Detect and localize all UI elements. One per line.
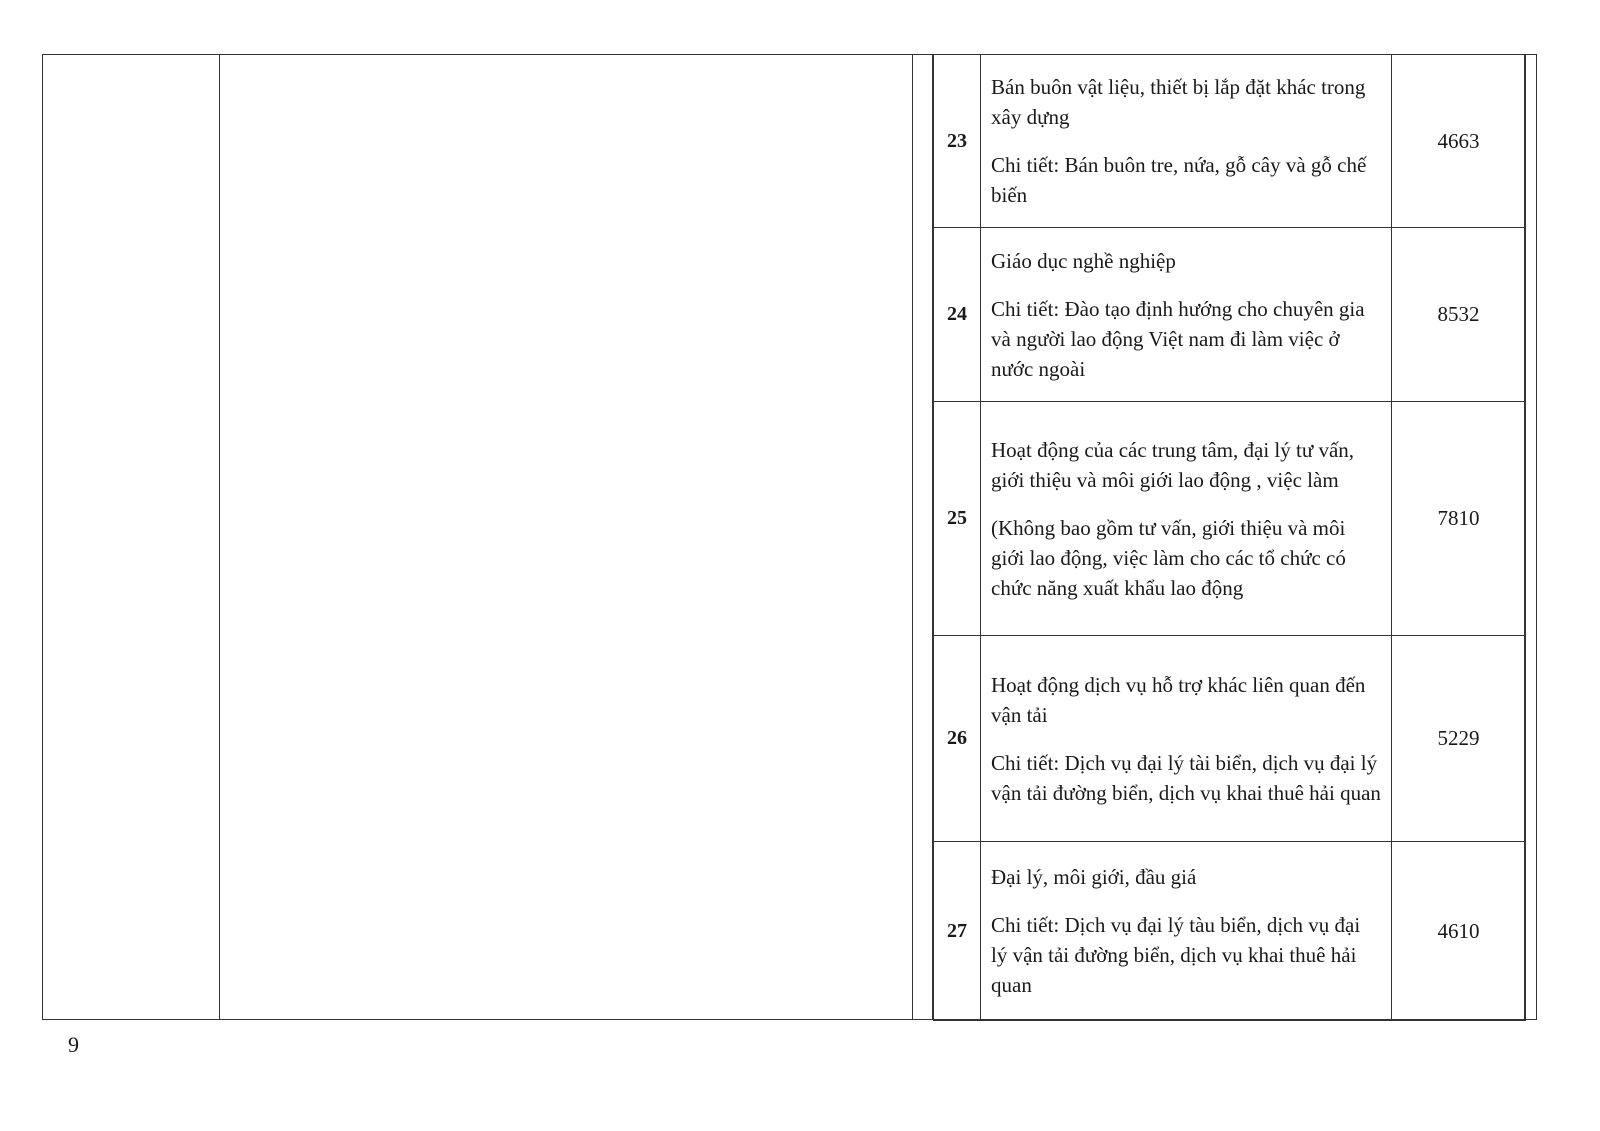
row-number: 24 [934,228,981,402]
row-code: 8532 [1392,228,1526,402]
description-line: Đại lý, môi giới, đầu giá [991,865,1197,889]
table-row [934,636,1526,842]
description-line: Bán buôn vật liệu, thiết bị lắp đặt khác trong xây dựng [991,75,1366,129]
table-row [934,402,1526,636]
table-row [934,228,1526,402]
description-line: Hoạt động của các trung tâm, đại lý tư vấn, giới thiệu và môi giới lao động , việc làm [991,437,1355,492]
column-divider-2 [912,55,913,1019]
column-divider-1 [219,55,220,1019]
description-line: Hoạt động dịch vụ hỗ trợ khác liên quan đến vận tải [991,672,1366,727]
row-code: 7810 [1392,402,1526,636]
description-line: (Không bao gồm tư vấn, giới thiệu và môi giới lao động, việc làm cho các tổ chức có chức năng xuất khẩu lao động [991,515,1346,600]
description-line: Chi tiết: Bán buôn tre, nứa, gỗ cây và gỗ chế biến [991,153,1367,207]
row-description [981,55,1392,228]
row-description [981,636,1392,842]
row-description [981,842,1392,1021]
description-line: Chi tiết: Dịch vụ đại lý tàu biển, dịch vụ đại lý vận tải đường biển, dịch vụ khai thuê hải quan [991,913,1361,997]
row-number: 26 [934,636,981,842]
table-row [934,55,1526,228]
row-code: 4610 [1392,842,1526,1021]
row-code: 4663 [1392,55,1526,228]
page-number: 9 [68,1032,79,1057]
business-lines-table [933,54,1526,1021]
row-number: 27 [934,842,981,1021]
row-description [981,402,1392,636]
description-line: Chi tiết: Dịch vụ đại lý tài biển, dịch vụ đại lý vận tải đường biển, dịch vụ khai thuê hải quan [991,750,1381,805]
row-description [981,228,1392,402]
table-row [934,842,1526,1021]
row-number: 23 [934,55,981,228]
description-line: Chi tiết: Đào tạo định hướng cho chuyên gia và người lao động Việt nam đi làm việc ở nước ngoài [991,296,1365,381]
row-number: 25 [934,402,981,636]
description-line: Giáo dục nghề nghiệp [991,248,1176,273]
row-code: 5229 [1392,636,1526,842]
